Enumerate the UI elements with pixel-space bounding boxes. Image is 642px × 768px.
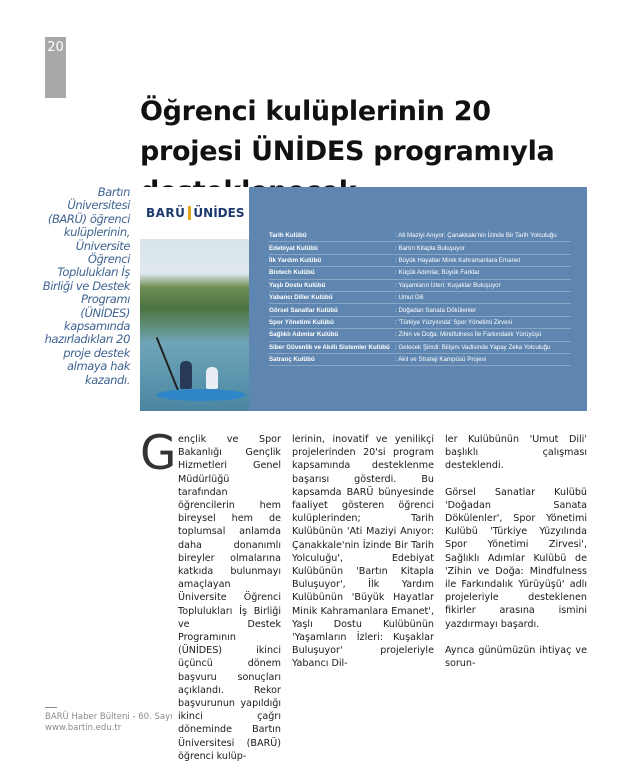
- page-number-tab: [45, 37, 66, 98]
- clubs-list: [269, 230, 571, 366]
- club-name: Yaşlı Dostu Kulübü: [269, 281, 326, 289]
- club-project: : Akıl ve Strateji Kampüsü Projesi: [395, 356, 487, 364]
- body-column-2: lerinin, inovatif ve yenilikçi projelerinden 20'si program kapsamında desteklenme başarısı gösterdi. Bu kapsamda BARÜ bünyesinde faaliyet gösteren öğrenci kulüplerinden; Tarih Kulübünün 'Ati Maziyi Anıyor: Çanakkale'nin İzinde Bir Tarih Yolculuğu', Edebiyat Kulübünün 'Bartın Kitapla Buluşuyor', İlk Yardım Kulübünün 'Büyük Hayatlar Minik Kahramanlara Emanet', Yaşlı Dostu Kulübünün 'Yaşamların İzleri: Kuşaklar Buluşuyor' projeleriyle Yabancı Dil-: [292, 434, 434, 670]
- club-row: [269, 230, 571, 242]
- paragraph: Ayrıca günümüzün ihtiyaç ve sorun-: [445, 644, 587, 670]
- kayak-photo: [140, 239, 249, 411]
- body-column-1-text: ençlik ve Spor Bakanlığı Gençlik Hizmetleri Genel Müdürlüğü tarafından öğrencilerin hem bireysel hem de toplumsal anlamda daha donanımlı bireyler olmalarına katkıda bulunmayı amaçlayan Üniversite Öğrenci Toplulukları İş Birliği ve Destek Programının (ÜNİDES) ikinci üçüncü dönem başvuru sonuçları açıklandı. Rekor başvurunun yapıldığı ikinci çağrı döneminde Bartın Üniversitesi (BARÜ) öğrenci kulüp-: [178, 434, 281, 762]
- club-project: : 'Türkiye Yüzyılında' Spor Yönetimi Zirvesi: [395, 318, 512, 326]
- club-name: Tarih Kulübü: [269, 232, 307, 240]
- footer-website-link[interactable]: www.bartin.edu.tr: [45, 723, 122, 733]
- club-row: [269, 317, 571, 329]
- club-row: [269, 304, 571, 316]
- club-name: Siber Güvenlik ve Akıllı Sistemler Kulübü: [269, 343, 390, 351]
- kayak-shape: [156, 389, 246, 401]
- club-project: : Büyük Hayatlar Minik Kahramanlara Emanet: [395, 256, 521, 264]
- drop-cap: G: [140, 426, 177, 481]
- club-name: Edebiyat Kulübü: [269, 244, 318, 252]
- club-row: [269, 342, 571, 354]
- club-name: İlk Yardım Kulübü: [269, 256, 322, 264]
- club-row: [269, 280, 571, 292]
- person-shape: [180, 361, 192, 389]
- person-shape: [206, 367, 218, 389]
- club-row: [269, 267, 571, 279]
- club-row: [269, 292, 571, 304]
- photo-panel: [140, 187, 249, 411]
- club-row: [269, 255, 571, 267]
- feature-box: [140, 187, 587, 411]
- club-project: : Yaşamların İzleri: Kuşaklar Buluşuyor: [395, 281, 501, 289]
- club-name: Spor Yönetimi Kulübü: [269, 318, 334, 326]
- club-name: Sağlıklı Adımlar Kulübü: [269, 331, 339, 339]
- club-name: Görsel Sanatlar Kulübü: [269, 306, 338, 314]
- footer-publication: BARÜ Haber Bülteni - 60. Sayı: [45, 712, 173, 722]
- unides-logo: ÜNİDES: [188, 206, 244, 220]
- club-name: Yabancı Diller Kulübü: [269, 294, 333, 302]
- club-project: : Ati Maziyi Anıyor: Çanakkale'nin İzinde Bir Tarih Yolculuğu: [395, 232, 557, 240]
- side-quote: Bartın Üniversitesi (BARÜ) öğrenci kulüplerinin, Üniversite Öğrenci Toplulukları İş Birliği ve Destek Programı (ÜNİDES) kapsamında hazırladıkları 20 proje destek almaya hak kazandı.: [42, 185, 130, 387]
- club-project: : Gelecek Şimdi: Bilişim Vadisinde Yapay Zeka Yolculuğu: [395, 343, 551, 351]
- club-project: : Bartın Kitapla Buluşuyor: [395, 244, 465, 252]
- paragraph: ler Kulübünün 'Umut Dili' başlıklı çalışması desteklendi.: [445, 434, 587, 472]
- body-column-3: [445, 433, 587, 670]
- club-project: : Zihin ve Doğa: Mindfulness İle Farkındalık Yürüyüşü: [395, 331, 542, 339]
- headline: Öğrenci kulüplerinin 20 projesi ÜNİDES programıyla: [140, 96, 555, 167]
- page-number: 20: [47, 40, 64, 55]
- club-row: [269, 329, 571, 341]
- paragraph: Görsel Sanatlar Kulübü 'Doğadan Sanata Dökülenler', Spor Yönetimi Kulübü 'Türkiye Yüzyılında Spor Yönetimi Zirvesi', Sağlıklı Adımlar Kulübü de 'Zihin ve Doğa: Mindfulness ile Farkındalık Yürüyüşü' adlı projeleriyle desteklenen fikirler arasına ismini yazdırmayı başardı.: [445, 486, 587, 630]
- club-project: : Umut Dili: [395, 294, 424, 302]
- club-project: : Doğadan Sanata Dökülenler: [395, 306, 477, 314]
- club-row: [269, 242, 571, 254]
- footer-rule: [45, 707, 57, 708]
- club-row: [269, 354, 571, 366]
- club-name: Biotech Kulübü: [269, 269, 315, 277]
- clubs-table-panel: [249, 187, 587, 411]
- club-project: : Küçük Adımlar, Büyük Farklar: [395, 269, 480, 277]
- club-name: Satranç Kulübü: [269, 356, 315, 364]
- baru-logo: BARÜ: [146, 205, 186, 220]
- logo-row: [146, 205, 249, 220]
